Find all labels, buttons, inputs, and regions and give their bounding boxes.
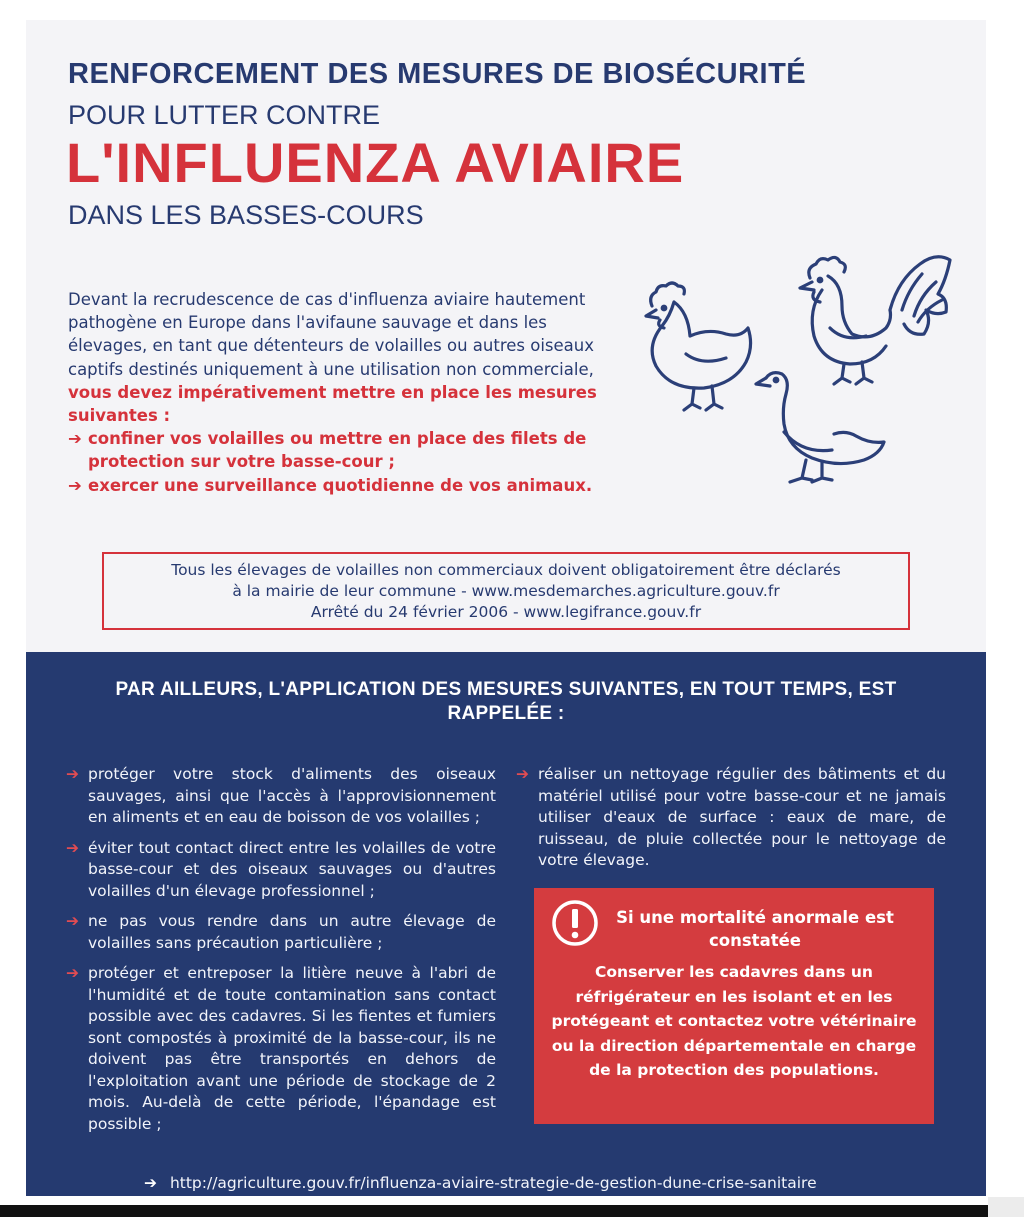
intro-emphasis: vous devez impérativement mettre en place les mesures suivantes : xyxy=(68,382,597,426)
measure-item xyxy=(66,838,496,903)
arrow-right-icon: ➔ xyxy=(516,765,529,783)
footer-link[interactable]: http://agriculture.gouv.fr/influenza-aviaire-strategie-de-gestion-dune-crise-sanitaire xyxy=(169,1174,817,1192)
arrow-right-icon: ➔ xyxy=(68,429,82,449)
arrow-right-icon: ➔ xyxy=(66,912,79,930)
alert-title: Si une mortalité anormale est constatée xyxy=(616,908,894,950)
measures-panel xyxy=(26,652,986,1196)
title-line-4: DANS LES BASSES-COURS xyxy=(68,200,424,230)
corner-fragment xyxy=(988,1197,1024,1217)
flyer xyxy=(26,20,986,1196)
intro-bullet xyxy=(68,427,628,473)
rooster-icon xyxy=(800,257,950,384)
declaration-notice xyxy=(102,552,910,630)
intro-bullet xyxy=(68,474,628,497)
arrow-right-icon: ➔ xyxy=(66,765,79,783)
mortality-alert-box xyxy=(534,888,934,1124)
measures-right-column xyxy=(516,764,946,881)
top-section xyxy=(26,20,986,652)
arrow-right-icon: ➔ xyxy=(68,475,82,495)
arrow-right-icon: ➔ xyxy=(66,838,79,857)
intro-bullet-text: confiner vos volailles ou mettre en place des filets de protection sur votre basse-cour ; xyxy=(88,429,587,472)
measure-item xyxy=(516,764,946,872)
title-main: L'INFLUENZA AVIAIRE xyxy=(66,131,685,194)
measures-heading: PAR AILLEURS, L'APPLICATION DES MESURES SUIVANTES, EN TOUT TEMPS, EST RAPPELÉE : xyxy=(115,679,897,724)
measures-left-column xyxy=(66,764,496,1144)
exclamation-icon xyxy=(550,898,600,948)
notice-line-1: Tous les élevages de volailles non commerciaux doivent obligatoirement être déclarés xyxy=(171,561,841,579)
hen-icon xyxy=(646,283,751,410)
notice-line-2: à la mairie de leur commune - www.mesdemarches.agriculture.gouv.fr xyxy=(232,582,780,600)
intro-bullet-text: exercer une surveillance quotidienne de vos animaux. xyxy=(88,475,593,495)
arrow-right-icon: ➔ xyxy=(144,1174,157,1192)
notice-line-3: Arrêté du 24 février 2006 - www.legifrance.gouv.fr xyxy=(310,603,702,621)
measure-text: protéger et entreposer la litière neuve à l'abri de l'humidité et de toute contamination sans contact possible avec des cadavres. Si les fientes et fumiers sont compostés à proximité de la basse-cour, ils ne doivent pas être transportés en dehors de l'exploitation avant une période de stockage de 2 mois. Au-delà de cette période, l'épandage est possible ; xyxy=(88,964,496,1133)
bottom-edge xyxy=(0,1205,988,1217)
measure-text: protéger votre stock d'aliments des oiseaux sauvages, ainsi que l'accès à l'approvisionnement en aliments et en eau de boisson de vos volailles ; xyxy=(88,765,496,826)
title-line-2: POUR LUTTER CONTRE xyxy=(68,100,381,130)
measure-item xyxy=(66,911,496,954)
alert-body: Conserver les cadavres dans un réfrigérateur en les isolant et en les protégeant et contactez votre vétérinaire ou la direction départementale en charge de la protection des populations. xyxy=(551,963,917,1079)
title-line-1: RENFORCEMENT DES MESURES DE BIOSÉCURITÉ xyxy=(68,58,807,90)
measure-item xyxy=(66,764,496,829)
intro-text: Devant la recrudescence de cas d'influenza aviaire hautement pathogène en Europe dans l'avifaune sauvage et dans les élevages, en tant que détenteurs de volailles ou autres oiseaux captifs destinés uniquement à une utilisation non commerciale, xyxy=(68,290,594,379)
measure-text: réaliser un nettoyage régulier des bâtiments et du matériel utilisé pour votre basse-cour et ne jamais utiliser d'eaux de surface : eaux de mare, de ruisseau, de pluie collectée pour le nettoyage de votre élevage. xyxy=(538,765,946,869)
measure-item xyxy=(66,963,496,1135)
measure-text: ne pas vous rendre dans un autre élevage de volailles sans précaution particulière ; xyxy=(88,912,496,952)
measure-text: éviter tout contact direct entre les volailles de votre basse-cour et des oiseaux sauvages ou d'autres volailles d'un élevage professionnel ; xyxy=(88,838,496,900)
footer-link-row xyxy=(144,1174,904,1192)
intro-paragraph xyxy=(68,288,628,497)
arrow-right-icon: ➔ xyxy=(66,964,79,982)
birds-illustration xyxy=(616,230,956,500)
goose-icon xyxy=(756,373,884,482)
